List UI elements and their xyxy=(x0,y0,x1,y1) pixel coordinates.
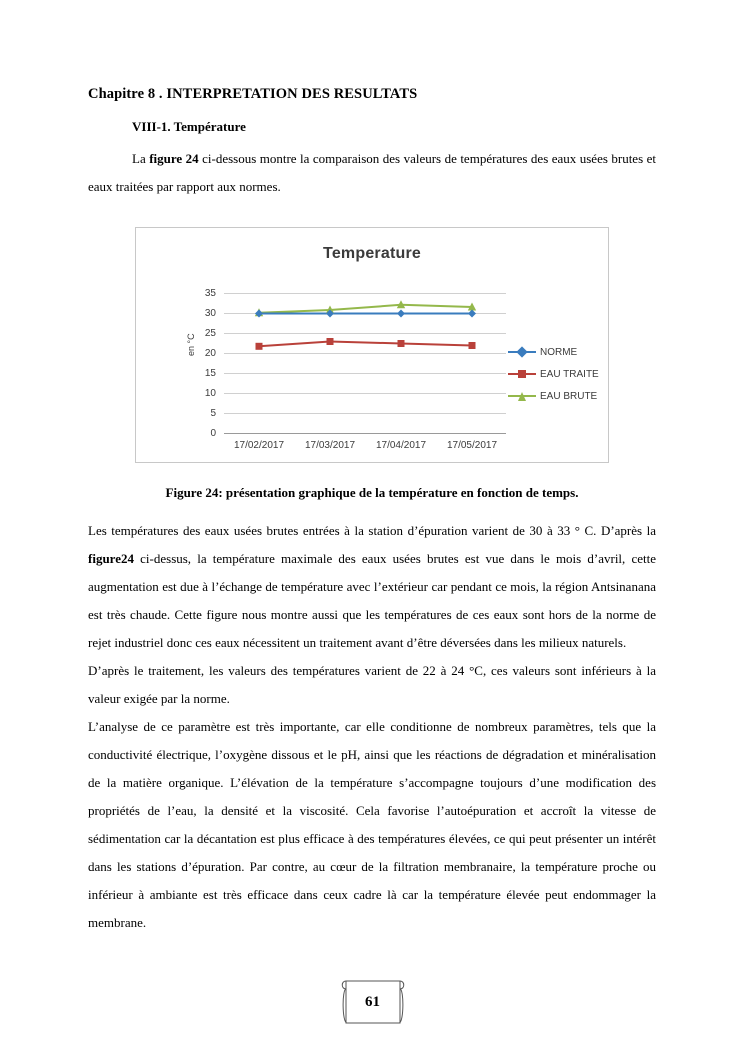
legend-item-eau-brute xyxy=(508,385,599,407)
temperature-chart xyxy=(135,227,609,463)
y-tick-20: 20 xyxy=(204,348,216,359)
page-title: Chapitre 8 . INTERPRETATION DES RESULTATS xyxy=(88,86,418,102)
legend-label-eau-brute: EAU BRUTE xyxy=(540,390,598,402)
paragraph-1-part-a: Les températures des eaux usées brutes entrées à la station d’épuration varient de 30 à 33 ° C. D’après la xyxy=(88,523,656,538)
y-tick-15: 15 xyxy=(204,368,216,379)
y-tick-25: 25 xyxy=(204,328,216,339)
figure-caption: Figure 24: présentation graphique de la température en fonction de temps. xyxy=(165,485,579,500)
chart-legend xyxy=(508,341,599,407)
legend-item-eau-traite xyxy=(508,363,599,385)
chart-plot-area xyxy=(136,228,610,464)
paragraph-2: D’après le traitement, les valeurs des températures varient de 22 à 24 °C, ces valeurs sont inférieurs à la valeur exigée par la norme. xyxy=(88,663,656,706)
y-tick-35: 35 xyxy=(204,288,216,299)
x-tick-4: 17/05/2017 xyxy=(446,440,498,451)
x-tick-1: 17/02/2017 xyxy=(233,440,285,451)
intro-paragraph xyxy=(88,145,656,201)
x-tick-2: 17/03/2017 xyxy=(304,440,356,451)
paragraph-1-part-b: ci-dessus, la température maximale des eaux usées brutes est vue dans le mois d’avril, cette augmentation est due à l’échange de température avec l’extérieur car pendant ce mois, la région Antsinanana est très chaude. Cette figure nous montre aussi que les températures de ces eaux sont hors de la norme de rejet industriel donc ces eaux nécessitent un traitement avant d’être déversées dans les milieux naturels. xyxy=(88,551,656,650)
section-heading: VIII-1. Température xyxy=(132,119,246,134)
legend-swatch-eau-traite xyxy=(508,368,536,380)
intro-text-end: ci-dessous montre la comparaison des valeurs de températures des eaux usées brutes et eaux traitées par rapport aux normes. xyxy=(88,151,656,194)
chart-title: Temperature xyxy=(323,245,421,262)
legend-label-eau-traite: EAU TRAITE xyxy=(540,368,599,380)
legend-label-norme: NORME xyxy=(540,346,578,358)
y-tick-30: 30 xyxy=(204,308,216,319)
page-number: 61 xyxy=(365,993,380,1010)
legend-item-norme xyxy=(508,341,599,363)
intro-text-start: La xyxy=(132,151,150,166)
chart-y-axis-label: en °C xyxy=(186,333,196,356)
y-tick-5: 5 xyxy=(210,408,216,419)
y-tick-0: 0 xyxy=(210,428,216,439)
page-content xyxy=(88,86,656,937)
page-footer xyxy=(0,979,745,1025)
figure-container xyxy=(88,227,656,463)
legend-swatch-norme xyxy=(508,346,536,358)
x-tick-3: 17/04/2017 xyxy=(375,440,427,451)
y-tick-10: 10 xyxy=(204,388,216,399)
paragraph-1-figure-ref: figure24 xyxy=(88,551,134,566)
paragraph-1 xyxy=(88,517,656,657)
paragraph-3: L’analyse de ce paramètre est très importante, car elle conditionne de nombreux paramètres, tels que la conductivité électrique, l’oxygène dissous et le pH, ainsi que les réactions de dégradation et minéralisation de la matière organique. L’élévation de la température s’accompagne toujours d’une modification des propriétés de l’eau, la densité et la viscosité. Cela favorise l’autoépuration et accroît la vitesse de sédimentation car la décantation est plus efficace à des températures élevées, ce qui peut présenter un intérêt dans les stations d’épuration. Par contre, au cœur de la filtration membranaire, la température proche ou inférieur à ambiante est très efficace dans ceux cadre là car la température élevée peut endommager la membrane. xyxy=(88,719,656,930)
page-number-banner xyxy=(338,979,408,1025)
figure-reference-bold: figure 24 xyxy=(149,151,199,166)
legend-swatch-eau-brute xyxy=(508,390,536,402)
